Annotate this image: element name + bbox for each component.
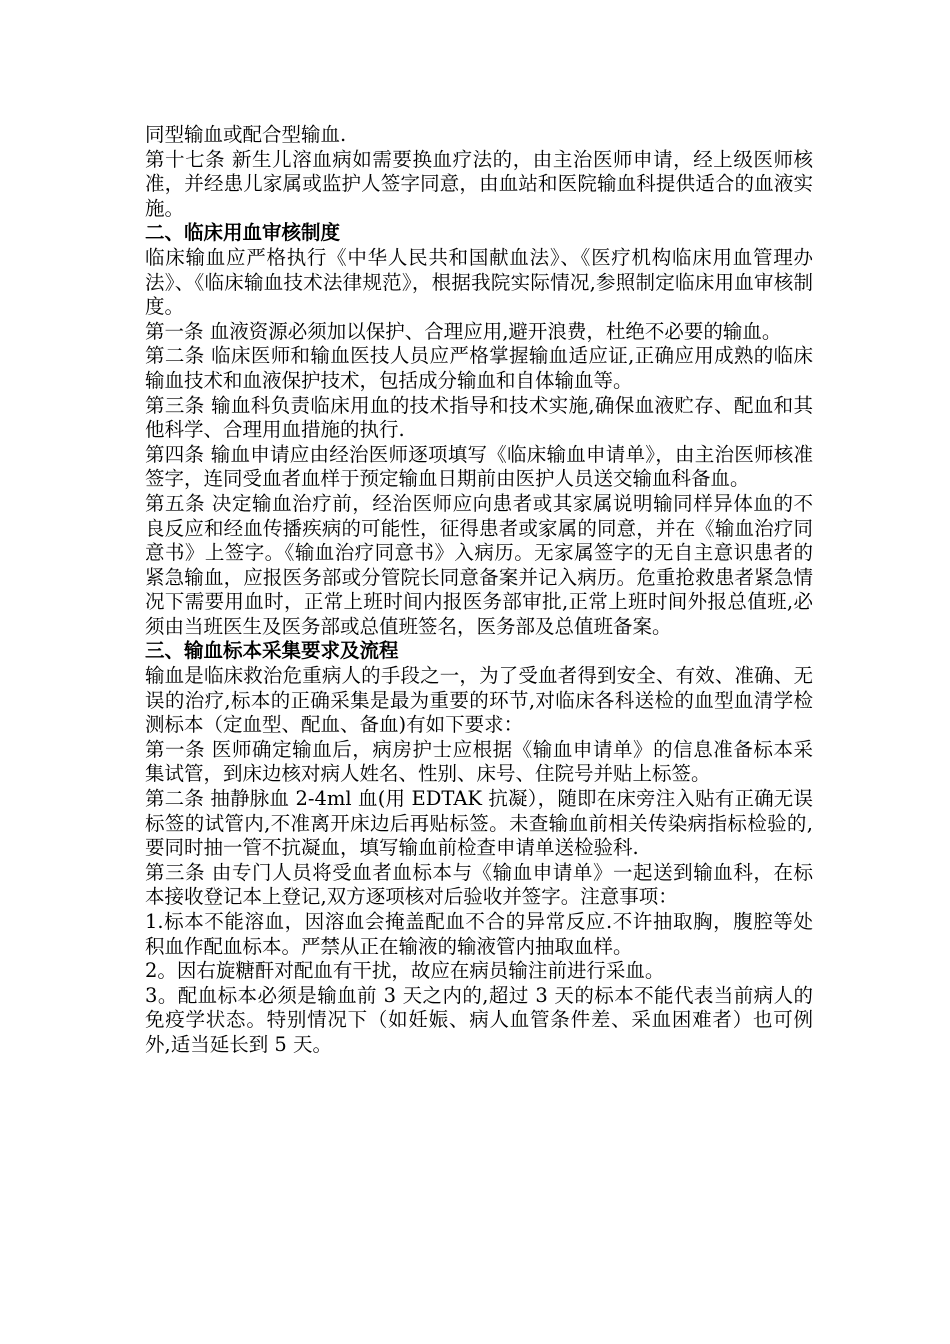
note-item-1: 1.标本不能溶血，因溶血会掩盖配血不合的异常反应.不许抽取胸，腹腔等处积血作配血标本。严禁从正在输液的输液管内抽取血样。 xyxy=(145,910,813,958)
section-heading-2: 二、临床用血审核制度 xyxy=(145,221,341,245)
section-2-article-4: 第四条 输血申请应由经治医师逐项填写《临床输血申请单》，由主治医师核准签字，连同受血者血样于预定输血日期前由医护人员送交输血科备血。 xyxy=(145,442,813,491)
article-17-paragraph: 第十七条 新生儿溶血病如需要换血疗法的，由主治医师申请，经上级医师核准，并经患儿家属或监护人签字同意，由血站和医院输血科提供适合的血液实施。 xyxy=(145,147,813,220)
section-3-article-1: 第一条 医师确定输血后，病房护士应根据《输血申请单》的信息准备标本采集试管，到床边核对病人姓名、性别、床号、住院号并贴上标签。 xyxy=(145,737,813,786)
section-2-article-3: 第三条 输血科负责临床用血的技术指导和技术实施,确保血液贮存、配血和其他科学、合理用血措施的执行. xyxy=(145,393,813,442)
note-item-3: 3。配血标本必须是输血前 3 天之内的,超过 3 天的标本不能代表当前病人的免疫学状态。特别情况下（如妊娠、病人血管条件差、采血困难者）也可例外,适当延长到 5 天。 xyxy=(145,983,813,1056)
section-heading-3: 三、输血标本采集要求及流程 xyxy=(145,639,399,663)
document-body xyxy=(145,123,813,1058)
section-3-article-3: 第三条 由专门人员将受血者血标本与《输血申请单》一起送到输血科，在标本接收登记本上登记,双方逐项核对后验收并签字。注意事项： xyxy=(145,860,813,909)
note-item-2: 2。因右旋糖酐对配血有干扰，故应在病员输注前进行采血。 xyxy=(145,959,665,983)
section-3-intro: 输血是临床救治危重病人的手段之一，为了受血者得到安全、有效、准确、无误的治疗,标本的正确采集是最为重要的环节,对临床各科送检的血型血清学检测标本（定血型、配血、备血)有如下要求： xyxy=(145,664,813,737)
section-2-article-5: 第五条 决定输血治疗前，经治医师应向患者或其家属说明输同样异体血的不良反应和经血传播疾病的可能性，征得患者或家属的同意，并在《输血治疗同意书》上签字。《输血治疗同意书》入病历。无家属签字的无自主意识患者的紧急输血，应报医务部或分管院长同意备案并记入病历。危重抢救患者紧急情况下需要用血时，正常上班时间内报医务部审批,正常上班时间外报总值班,必须由当班医生及医务部或总值班签名，医务部及总值班备案。 xyxy=(145,491,813,638)
section-2-article-2: 第二条 临床医师和输血医技人员应严格掌握输血适应证,正确应用成熟的临床输血技术和血液保护技术，包括成分输血和自体输血等。 xyxy=(145,344,813,392)
section-2-article-1: 第一条 血液资源必须加以保护、合理应用,避开浪费，杜绝不必要的输血。 xyxy=(145,319,782,343)
section-3-article-2: 第二条 抽静脉血 2-4ml 血(用 EDTAK 抗凝），随即在床旁注入贴有正确无误标签的试管内,不准离开床边后再贴标签。未查输血前相关传染病指标检验的,要同时抽一管不抗凝血，填写输血前检查申请单送检验科. xyxy=(145,787,813,860)
paragraph-continuation: 同型输血或配合型输血. xyxy=(145,123,347,146)
section-2-intro: 临床输血应严格执行《中华人民共和国献血法》、《医疗机构临床用血管理办法》、《临床输血技术法律规范》，根据我院实际情况,参照制定临床用血审核制度。 xyxy=(145,245,813,319)
